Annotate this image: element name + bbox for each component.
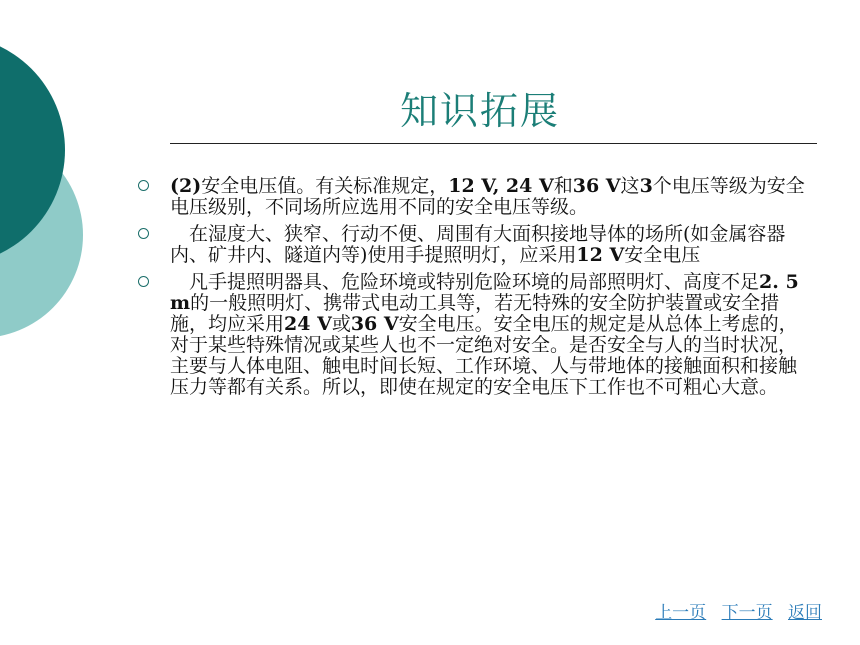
text-segment: 12 V, 24 V [448,175,554,197]
text-segment: 在湿度大、狭窄、行动不便、周围有大面积接地导体的场所(如金属容器内、矿井内、隧道内等)使用手提照明灯，应采用 [170,223,786,266]
bullet-text [170,271,799,398]
text-segment: 3 [639,175,653,197]
circle-bullet-icon [138,228,149,239]
text-segment: 36 V [572,175,621,197]
text-segment: 或 [331,313,351,335]
decorative-circles [0,0,100,360]
text-segment: 安全电压值。有关标准规定， [201,175,449,197]
bullet-item-3 [132,272,812,398]
next-page-link[interactable]: 下一页 [721,603,773,623]
text-segment: 个电压等级为安全电压级别，不同场所应选用不同的安全电压等级。 [170,175,805,218]
text-segment: 安全电压。安全电压的规定是从总体上考虑的，对于某些特殊情况或某些人也不一定绝对安全。是否安全与人的当时状况，主要与人体电阻、触电时间长短、工作环境、人与带地体的接触面积和接触压力等都有关系。所以，即使在规定的安全电压下工作也不可粗心大意。 [170,313,798,398]
bullet-text [170,175,805,218]
text-segment: 36 V [350,313,399,335]
text-segment: 凡手提照明器具、危险环境或特别危险环境的局部照明灯、高度不足 [170,271,760,293]
bullet-item-1 [132,176,812,218]
back-link[interactable]: 返回 [788,603,822,623]
prev-page-link[interactable]: 上一页 [655,603,707,623]
circle-bullet-icon [138,180,149,191]
text-segment: (2) [170,175,202,197]
bullet-list [132,176,812,404]
text-segment: 安全电压 [624,244,701,266]
title-divider [170,143,817,144]
slide-navigation [645,598,822,623]
circle-bullet-icon [138,276,149,287]
text-segment: 12 V [576,244,625,266]
bullet-item-2 [132,224,812,266]
text-segment: 的一般照明灯、携带式电动工具等，若无特殊的安全防护装置或安全措施，均应采用 [170,292,780,335]
text-segment: 2. 5 m [170,271,799,314]
text-segment: 24 V [284,313,332,335]
text-segment: 和 [553,175,573,197]
text-segment: 这 [620,175,640,197]
slide-title: 知识拓展 [399,89,560,133]
bullet-text [170,223,785,266]
